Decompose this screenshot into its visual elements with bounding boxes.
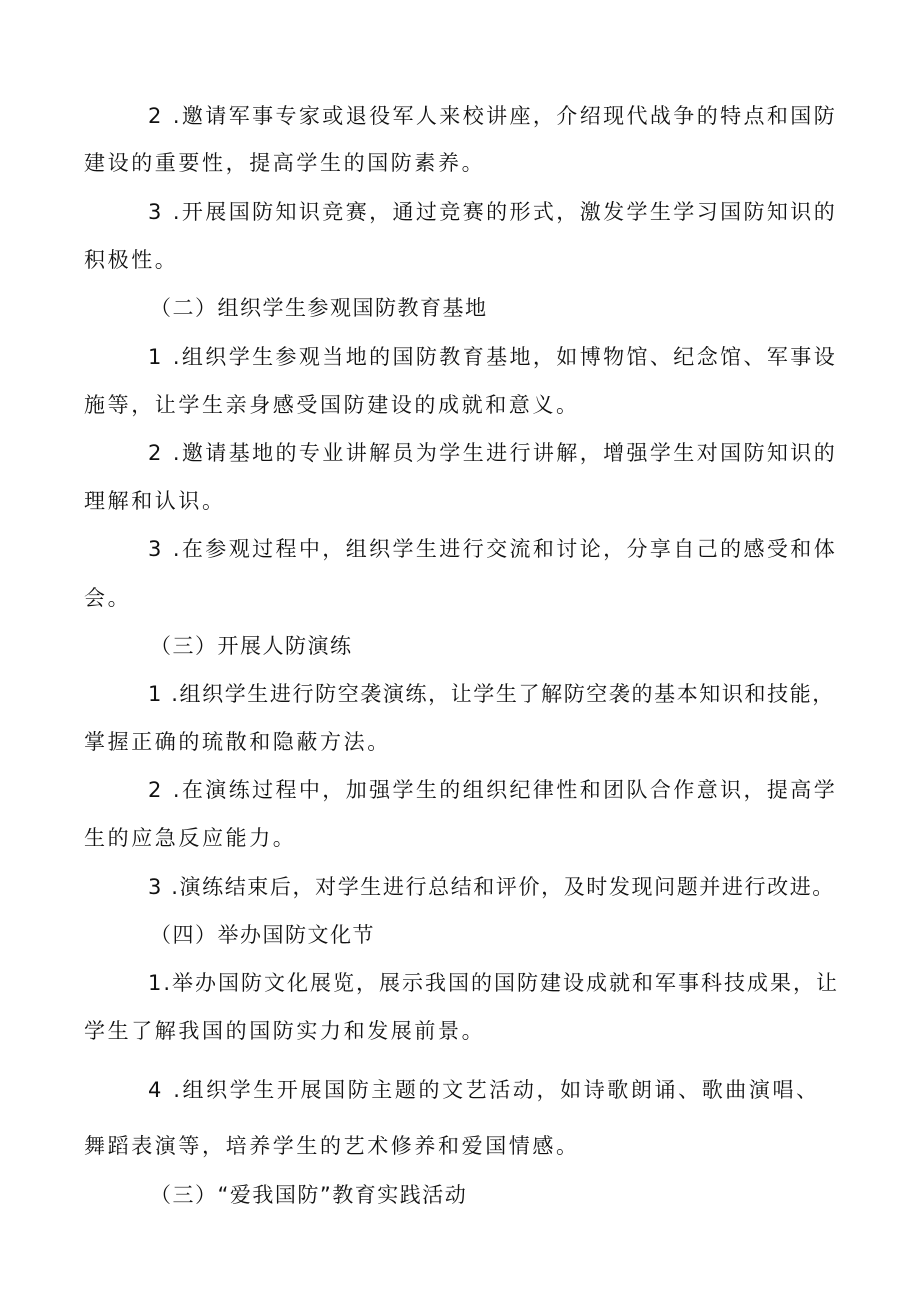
section-heading: （二）组织学生参观国防教育基地 — [150, 296, 488, 320]
paragraph-line: 3 .演练结束后，对学生进行总结和评价，及时发现问题并进行改进。 — [148, 875, 835, 899]
paragraph-line: 2 .邀请军事专家或退役军人来校讲座，介绍现代战争的特点和国防 — [148, 104, 838, 128]
paragraph-line: 舞蹈表演等，培养学生的艺术修养和爱国情感。 — [84, 1134, 580, 1158]
paragraph-line: 4 .组织学生开展国防主题的文艺活动，如诗歌朗诵、歌曲演唱、 — [148, 1078, 820, 1102]
paragraph-line: 积极性。 — [84, 248, 179, 272]
section-heading: （四）举办国防文化节 — [150, 923, 375, 947]
paragraph-line: 3 .开展国防知识竞赛，通过竞赛的形式，激发学生学习国防知识的 — [148, 200, 838, 224]
paragraph-line: 1.举办国防文化展览，展示我国的国防建设成就和军事科技成果，让 — [148, 971, 840, 995]
paragraph-line: 2 .在演练过程中，加强学生的组织纪律性和团队合作意识，提高学 — [148, 778, 838, 802]
paragraph-line: 2 .邀请基地的专业讲解员为学生进行讲解，增强学生对国防知识的 — [148, 441, 838, 465]
paragraph-line: 建设的重要性，提高学生的国防素养。 — [84, 151, 486, 175]
paragraph-line: 掌握正确的琉散和隐蔽方法。 — [84, 730, 391, 754]
paragraph-line: 施等，让学生亲身感受国防建设的成就和意义。 — [84, 393, 580, 417]
paragraph-line: 1 .组织学生进行防空袭演练，让学生了解防空袭的基本知识和技能， — [148, 682, 835, 706]
paragraph-line: 3 .在参观过程中，组织学生进行交流和讨论，分享自己的感受和体 — [148, 537, 838, 561]
section-heading: （三）开展人防演练 — [150, 634, 353, 658]
paragraph-line: 学生了解我国的国防实力和发展前景。 — [84, 1019, 486, 1043]
paragraph-line: 生的应急反应能力。 — [84, 826, 297, 850]
section-heading: （三）“爱我国防”教育实践活动 — [150, 1183, 468, 1207]
paragraph-line: 理解和认识。 — [84, 489, 226, 513]
paragraph-line: 1 .组织学生参观当地的国防教育基地，如博物馆、纪念馆、军事设 — [148, 345, 838, 369]
paragraph-line: 会。 — [84, 586, 132, 610]
